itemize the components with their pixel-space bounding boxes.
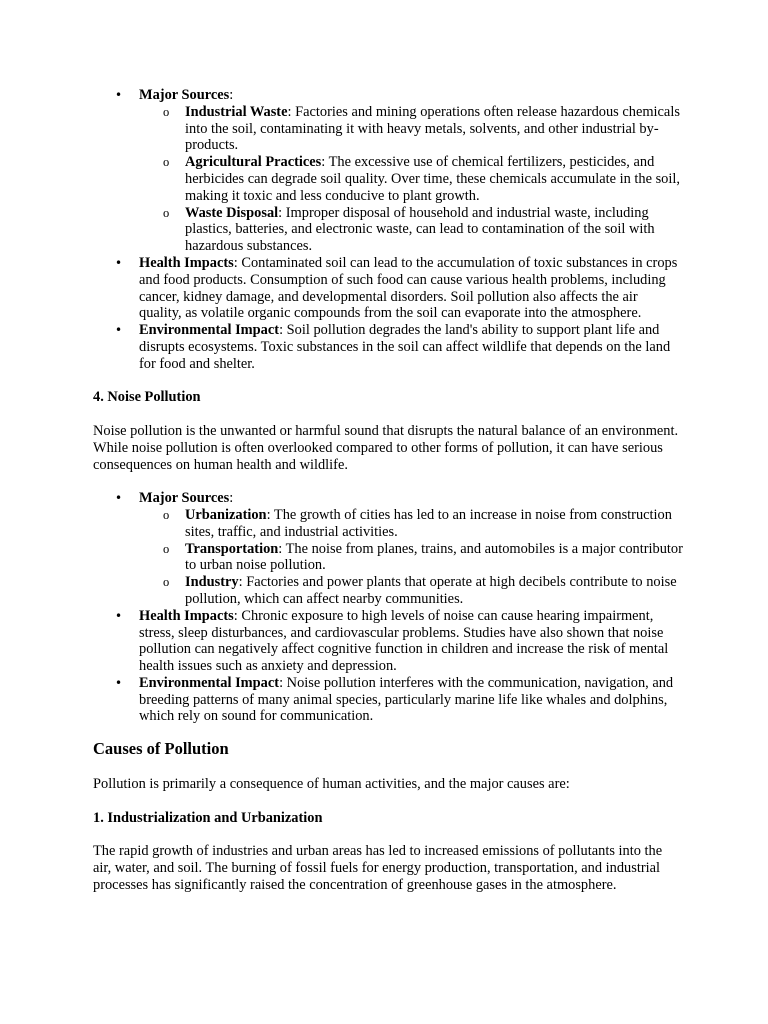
source-text: Improper disposal of household and industrial waste, including plastics, batteries, and electronic waste, can lead to contamination of the soil with hazardous substances. — [185, 204, 655, 255]
list-item: • Health Impacts: Contaminated soil can lead to the accumulation of toxic substances in crops and food products. Consumption of such food can cause various health problems, including cancer, kidney damage, and developmental disorders. Soil pollution also affects the air quality, as volatile organic compounds from the soil can evaporate into the atmosphere. — [93, 255, 683, 322]
source-text: Factories and power plants that operate at high decibels contribute to noise pollution, which can affect nearby communities. — [185, 574, 677, 607]
source-label: Transportation — [185, 540, 279, 557]
list-item: • Major Sources: o Urbanization: The growth of cities has led to an increase in noise from construction sites, traffic, and industrial activities. o Transportation: The noise from planes, trains, and automobiles is a major contributor to urban noise pollution. o Industry: Factories and power plants that operate at high decibels contribute to noise pollution, which can affect nearby communities. — [93, 490, 683, 608]
health-impacts-label: Health Impacts — [139, 607, 234, 624]
list-item: • Environmental Impact: Noise pollution interferes with the communication, navigation, and breeding patterns of many animal species, particularly marine life like whales and dolphins, which rely on sound for communication. — [93, 675, 683, 725]
source-label: Waste Disposal — [185, 204, 279, 221]
paragraph: Noise pollution is the unwanted or harmful sound that disrupts the natural balance of an environment. While noise pollution is often overlooked compared to other forms of pollution, it can have serious consequences on human health and wildlife. — [93, 422, 679, 473]
section-heading: 4. Noise Pollution — [93, 389, 201, 406]
environmental-impact-label: Environmental Impact — [139, 674, 280, 691]
noise-pollution-list — [93, 490, 683, 725]
health-impacts-text: Contaminated soil can lead to the accumulation of toxic substances in crops and food products. Consumption of such food can cause various health problems, including cancer, kidney damage, and developmental disorders. Soil pollution also affects the air quality, as volatile organic compounds from the soil can evaporate into the atmosphere. — [139, 254, 678, 322]
list-item: o Urbanization: The growth of cities has led to an increase in noise from construction sites, traffic, and industrial activities. — [139, 507, 683, 541]
list-item: o Industrial Waste: Factories and mining operations often release hazardous chemicals into the soil, contaminating it with heavy metals, solvents, and other industrial by-products. — [139, 104, 683, 154]
source-text: Factories and mining operations often release hazardous chemicals into the soil, contaminating it with heavy metals, solvents, and other industrial by-products. — [185, 103, 680, 154]
list-item: o Transportation: The noise from planes, trains, and automobiles is a major contributor to urban noise pollution. — [139, 541, 683, 575]
health-impacts-label: Health Impacts — [139, 254, 234, 271]
source-label: Urbanization — [185, 506, 267, 523]
noise-sources-list — [139, 507, 683, 608]
list-item: o Industry: Factories and power plants that operate at high decibels contribute to noise pollution, which can affect nearby communities. — [139, 574, 683, 608]
paragraph: The rapid growth of industries and urban areas has led to increased emissions of pollutants into the air, water, and soil. The burning of fossil fuels for energy production, transportation, and industrial processes has significantly raised the concentration of greenhouse gases in the atmosphere. — [93, 843, 663, 893]
subsection-heading: 1. Industrialization and Urbanization — [93, 809, 323, 826]
environmental-impact-text: Soil pollution degrades the land's ability to support plant life and disrupts ecosystems. Toxic substances in the soil can affect wildlife that depends on the land for food and shelter. — [139, 322, 671, 372]
health-impacts-text: Chronic exposure to high levels of noise can cause hearing impairment, stress, sleep disturbances, and cardiovascular problems. Studies have also shown that noise pollution can negatively affect cognitive function in children and increase the risk of mental health issues such as anxiety and depression. — [139, 607, 669, 675]
document-content — [93, 87, 683, 894]
source-text: The excessive use of chemical fertilizers, pesticides, and herbicides can degrade soil quality. Over time, these chemicals accumulate in the soil, making it toxic and less conducive to plant growth. — [185, 154, 680, 204]
soil-pollution-list — [93, 87, 683, 373]
list-item: • Major Sources: o Industrial Waste: Factories and mining operations often release hazardous chemicals into the soil, contaminating it with heavy metals, solvents, and other industrial by-products. o Agricultural Practices: The excessive use of chemical fertilizers, pesticides, and herbicides can degrade soil quality. Over time, these chemicals accumulate in the soil, making it toxic and less conducive to plant growth. o Waste Disposal: Improper disposal of household and industrial waste, including plastics, batteries, and electronic waste, can lead to contamination of the soil with hazardous substances. — [93, 87, 683, 255]
list-item: o Waste Disposal: Improper disposal of household and industrial waste, including plastics, batteries, and electronic waste, can lead to contamination of the soil with hazardous substances. — [139, 205, 683, 255]
paragraph: Pollution is primarily a consequence of human activities, and the major causes are: — [93, 776, 570, 793]
major-sources-label: Major Sources — [139, 87, 230, 103]
section-title: Causes of Pollution — [93, 739, 229, 759]
list-item: • Health Impacts: Chronic exposure to high levels of noise can cause hearing impairment, stress, sleep disturbances, and cardiovascular problems. Studies have also shown that noise pollution can negatively affect cognitive function in children and increase the risk of mental health issues such as anxiety and depression. — [93, 608, 683, 675]
environmental-impact-label: Environmental Impact — [139, 322, 280, 339]
source-label: Industry — [185, 574, 239, 591]
list-item: o Agricultural Practices: The excessive use of chemical fertilizers, pesticides, and herbicides can degrade soil quality. Over time, these chemicals accumulate in the soil, making it toxic and less conducive to plant growth. — [139, 154, 683, 204]
source-text: The growth of cities has led to an increase in noise from construction sites, traffic, and industrial activities. — [185, 506, 672, 540]
source-text: The noise from planes, trains, and automobiles is a major contributor to urban noise pollution. — [185, 540, 683, 574]
list-item: • Environmental Impact: Soil pollution degrades the land's ability to support plant life and disrupts ecosystems. Toxic substances in the soil can affect wildlife that depends on the land for food and shelter. — [93, 322, 683, 372]
source-label: Agricultural Practices — [185, 154, 322, 171]
soil-sources-list — [139, 104, 683, 255]
source-label: Industrial Waste — [185, 103, 288, 120]
major-sources-label: Major Sources — [139, 490, 230, 507]
environmental-impact-text: Noise pollution interferes with the communication, navigation, and breeding patterns of many animal species, particularly marine life like whales and dolphins, which rely on sound for communication. — [139, 674, 674, 725]
